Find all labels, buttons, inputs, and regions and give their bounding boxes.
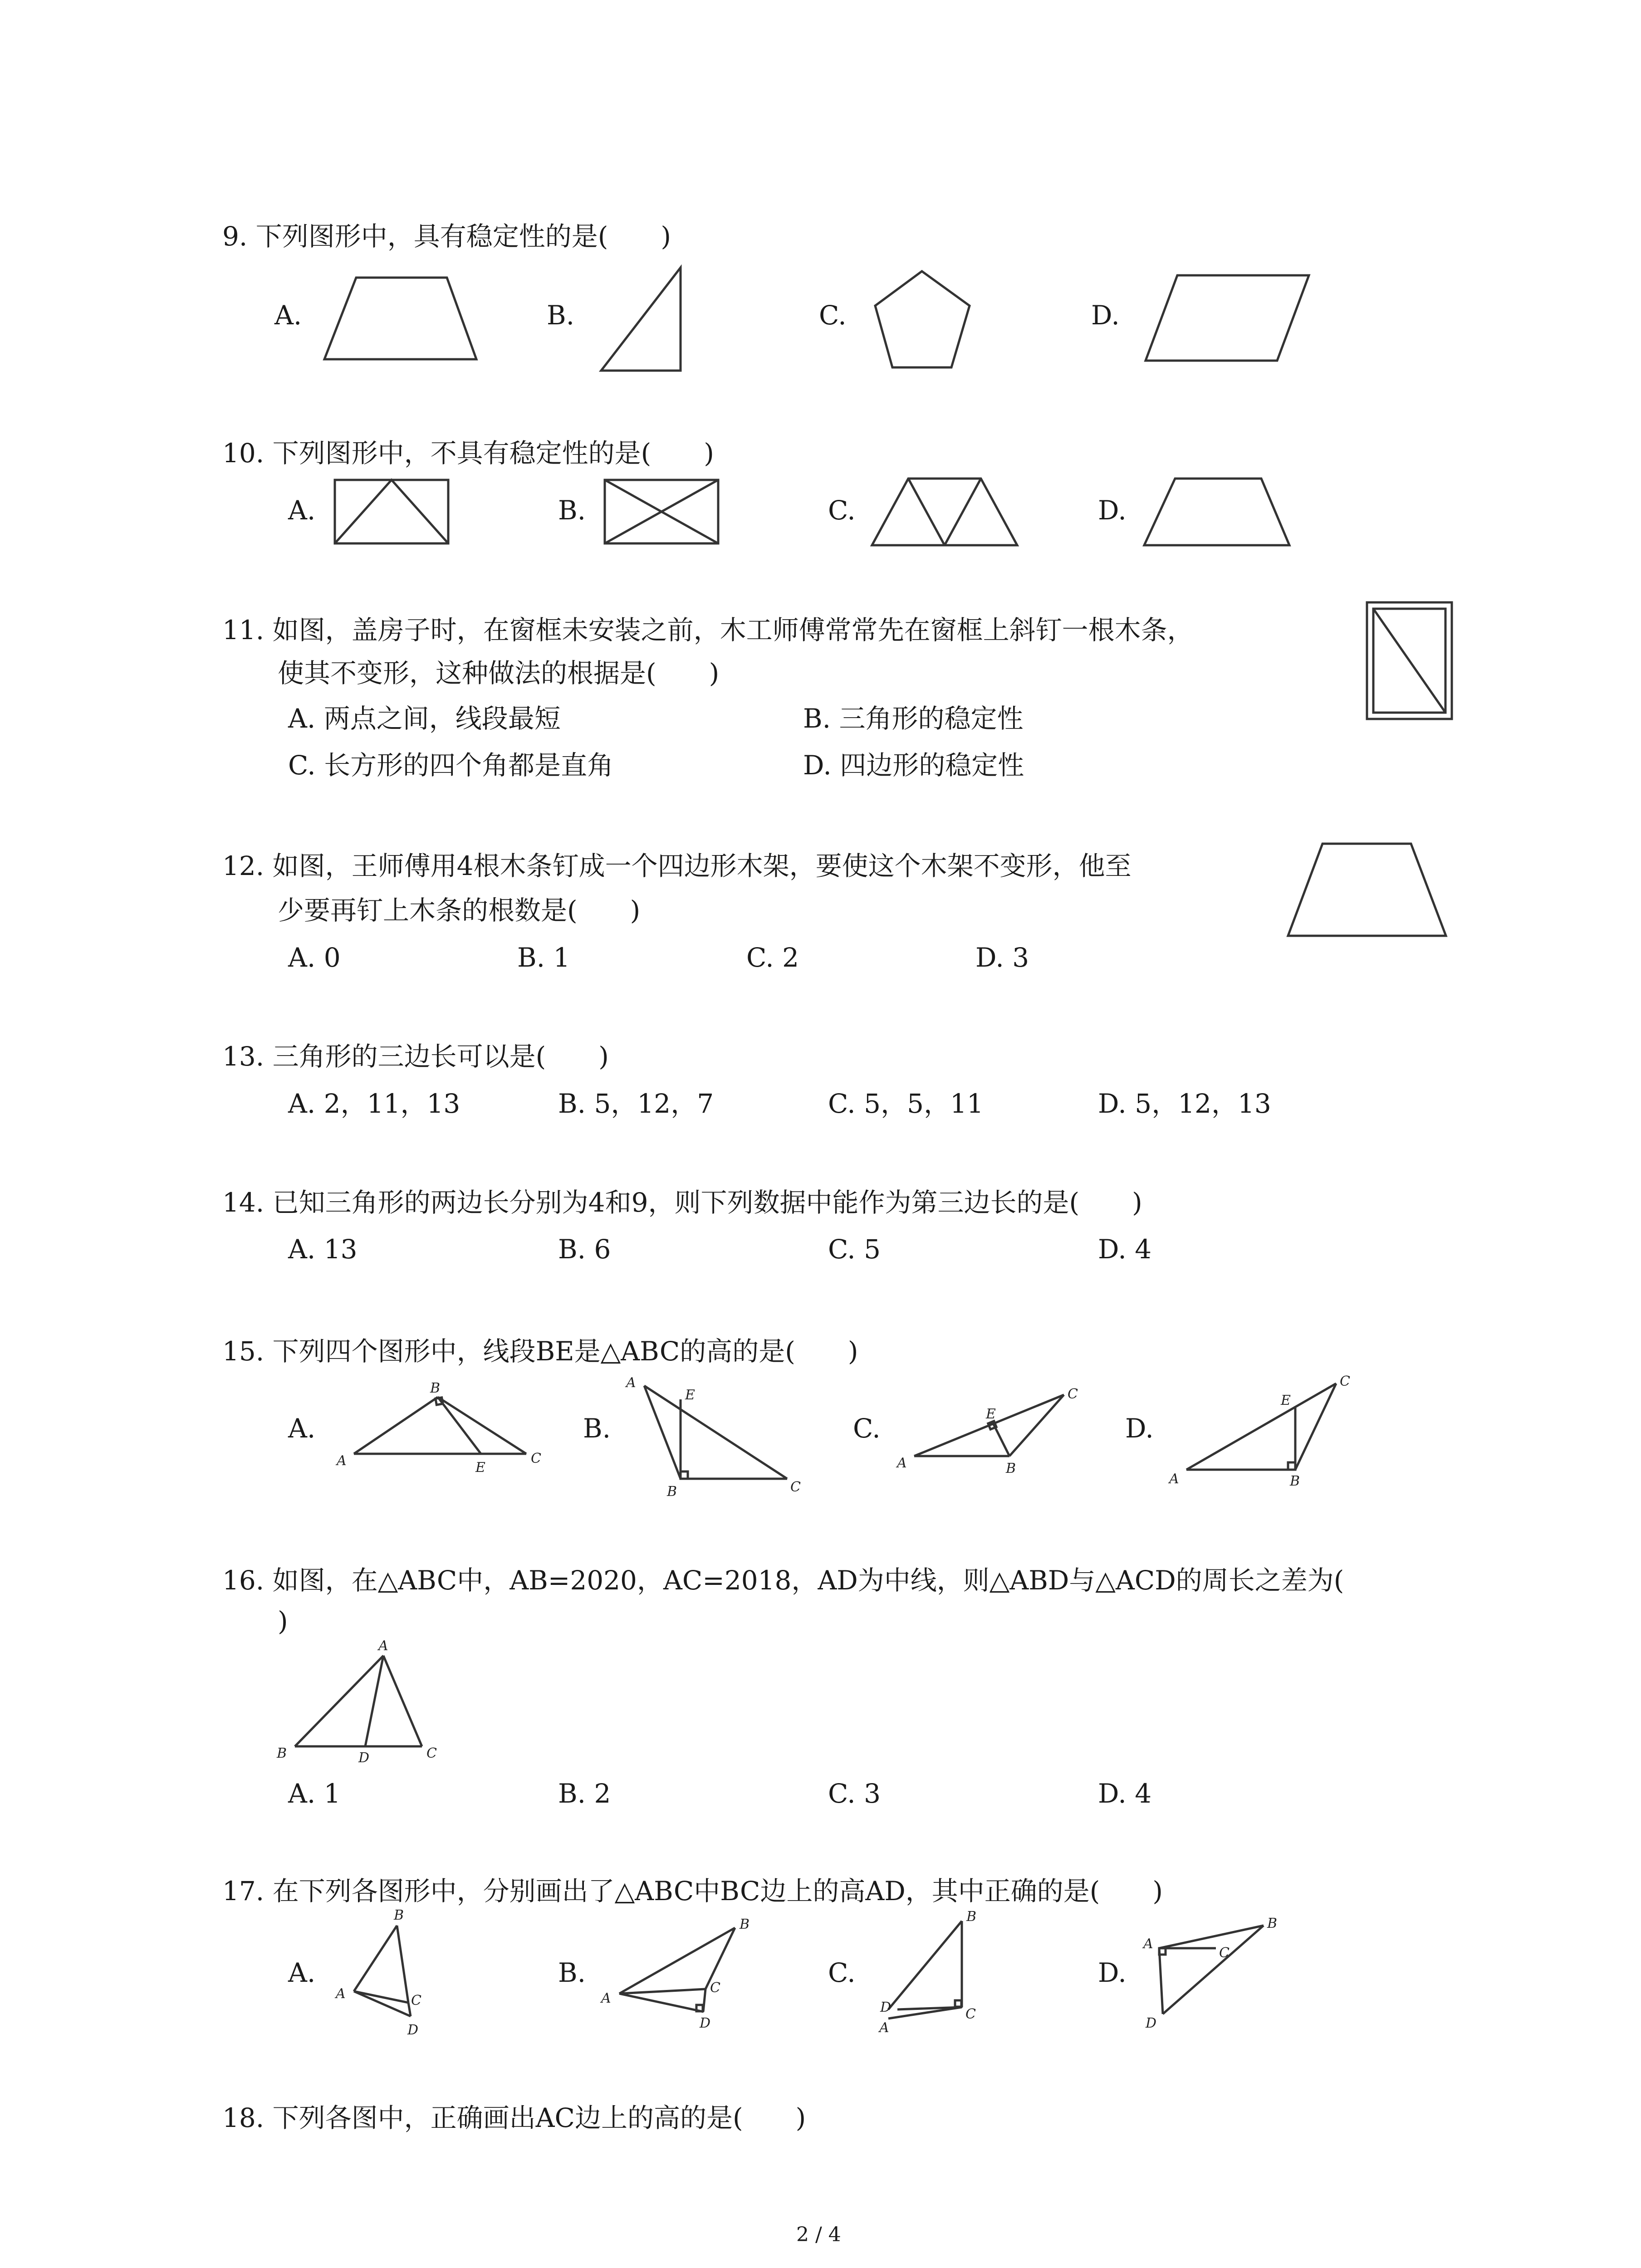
q10-trapezoid-figure	[1143, 476, 1293, 549]
q11-stem-line1: 11. 如图，盖房子时，在窗框未安装之前，木工师傅常常先在窗框上斜钉一根木条，	[222, 615, 1194, 645]
q17b-label-b: B	[740, 1916, 750, 1932]
q14-option-b: B. 6	[558, 1234, 611, 1265]
q17d-label-a: A	[1143, 1936, 1153, 1952]
q16-option-a: A. 1	[288, 1778, 341, 1809]
q17-figure-d	[1136, 1912, 1300, 2039]
q9-parallelogram-figure	[1146, 273, 1313, 364]
q12-option-c: C. 2	[746, 942, 799, 973]
q12-stem-line2: 少要再钉上木条的根数是( )	[278, 895, 641, 926]
q16-stem-line1: 16. 如图，在△ABC中，AB=2020，AC=2018，AD为中线，则△ABD与△ACD的周长之差为(	[222, 1565, 1344, 1596]
q17-option-b: B.	[558, 1957, 586, 1988]
q15c-label-c: C	[1068, 1386, 1078, 1402]
q15-option-d: D.	[1125, 1413, 1154, 1444]
q16-label-b: B	[277, 1745, 287, 1761]
q17-option-a: A.	[288, 1957, 316, 1988]
q16-stem-line2: )	[278, 1606, 288, 1637]
q10-option-d: D.	[1098, 495, 1127, 526]
q17c-label-b: B	[966, 1909, 977, 1925]
q17b-label-c: C	[710, 1980, 720, 1996]
q13-option-b: B. 5，12，7	[558, 1088, 714, 1119]
q15b-label-c: C	[790, 1479, 801, 1495]
q15-stem: 15. 下列四个图形中，线段BE是△ABC的高的是( )	[222, 1336, 858, 1367]
q15a-label-a: A	[337, 1453, 347, 1469]
q11-option-d: D. 四边形的稳定性	[803, 750, 1024, 781]
q11-option-a: A. 两点之间，线段最短	[288, 703, 561, 734]
q18-stem: 18. 下列各图中，正确画出AC边上的高的是( )	[222, 2102, 806, 2133]
q17a-label-b: B	[394, 1907, 404, 1923]
q9-option-b: B.	[547, 300, 575, 331]
q9-triangle-figure	[599, 265, 685, 374]
q9-option-d: D.	[1091, 300, 1120, 331]
q15b-label-a: A	[626, 1375, 636, 1391]
q16-median-triangle-figure	[272, 1633, 454, 1765]
q13-option-a: A. 2，11，13	[288, 1088, 460, 1119]
q12-option-b: B. 1	[517, 942, 570, 973]
q10-stem: 10. 下列图形中，不具有稳定性的是( )	[222, 438, 714, 469]
q14-option-a: A. 13	[288, 1234, 358, 1265]
q10-option-b: B.	[558, 495, 586, 526]
q17-figure-c	[871, 1907, 998, 2043]
q9-option-c: C.	[819, 300, 847, 331]
q9-option-a: A.	[274, 300, 302, 331]
q17d-label-d: D	[1146, 2015, 1157, 2031]
q15d-label-b: B	[1290, 1473, 1300, 1489]
q17d-label-c: C	[1219, 1945, 1230, 1961]
q12-stem-line1: 12. 如图，王师傅用4根木条钉成一个四边形木架，要使这个木架不变形，他至	[222, 850, 1132, 881]
q10-three-triangles-figure	[871, 476, 1021, 549]
q17d-label-b: B	[1267, 1916, 1278, 1931]
q17a-label-a: A	[336, 1986, 346, 2002]
q11-stem-line2: 使其不变形，这种做法的根据是( )	[278, 658, 720, 689]
page-number: 2 / 4	[796, 2223, 841, 2246]
q13-stem: 13. 三角形的三边长可以是( )	[222, 1041, 609, 1072]
q11-option-c: C. 长方形的四个角都是直角	[288, 750, 614, 781]
q15-option-c: C.	[853, 1413, 881, 1444]
q16-label-d: D	[358, 1750, 370, 1766]
q15c-label-e: E	[986, 1406, 996, 1422]
q17a-label-c: C	[411, 1993, 421, 2009]
q9-stem: 9. 下列图形中，具有稳定性的是( )	[222, 221, 671, 252]
q9-pentagon-figure	[873, 269, 973, 371]
q15c-label-a: A	[897, 1455, 907, 1471]
q15-option-b: B.	[583, 1413, 611, 1444]
q17b-label-a: A	[601, 1990, 611, 2006]
q16-option-c: C. 3	[828, 1778, 881, 1809]
q17-option-c: C.	[828, 1957, 856, 1988]
q15d-label-e: E	[1281, 1393, 1291, 1408]
q15b-label-e: E	[685, 1387, 695, 1403]
q17-option-d: D.	[1098, 1957, 1127, 1988]
q15a-label-e: E	[475, 1460, 485, 1476]
q15-figure-d	[1168, 1372, 1368, 1499]
q13-option-d: D. 5，12，13	[1098, 1088, 1271, 1119]
q17a-label-d: D	[407, 2022, 419, 2038]
q9-trapezoid-figure	[324, 272, 483, 363]
q14-option-c: C. 5	[828, 1234, 881, 1265]
q15d-label-a: A	[1169, 1471, 1179, 1487]
q10-option-a: A.	[288, 495, 316, 526]
q17-figure-a	[331, 1907, 436, 2046]
q17b-label-d: D	[700, 2015, 711, 2031]
q11-option-b: B. 三角形的稳定性	[803, 703, 1024, 734]
q17c-label-d: D	[880, 1999, 892, 2015]
q15-figure-b	[626, 1374, 817, 1501]
q15a-label-c: C	[531, 1451, 541, 1466]
q15c-label-b: B	[1006, 1461, 1016, 1476]
q13-option-c: C. 5，5，11	[828, 1088, 984, 1119]
q17-stem: 17. 在下列各图形中，分别画出了△ABC中BC边上的高AD，其中正确的是( )	[222, 1876, 1163, 1906]
q10-option-c: C.	[828, 495, 856, 526]
q15-option-a: A.	[288, 1413, 316, 1444]
q12-option-d: D. 3	[975, 942, 1029, 973]
q10-rectangle-triangle-figure	[333, 479, 451, 547]
q14-stem: 14. 已知三角形的两边长分别为4和9，则下列数据中能作为第三边长的是( )	[222, 1187, 1142, 1218]
q10-rectangle-diagonals-figure	[603, 479, 721, 547]
q16-label-a: A	[378, 1638, 388, 1654]
q12-option-a: A. 0	[288, 942, 341, 973]
q12-quadrilateral-frame-figure	[1286, 841, 1450, 939]
q14-option-d: D. 4	[1098, 1234, 1152, 1265]
q15b-label-b: B	[667, 1484, 677, 1500]
q11-window-frame-figure	[1366, 601, 1454, 721]
q15d-label-c: C	[1340, 1374, 1350, 1389]
q16-option-d: D. 4	[1098, 1778, 1152, 1809]
q15-figure-a	[331, 1379, 549, 1479]
q17c-label-c: C	[965, 2006, 976, 2022]
q17c-label-a: A	[879, 2020, 889, 2036]
q16-label-c: C	[426, 1745, 437, 1761]
q17-figure-b	[599, 1914, 762, 2037]
q15-figure-c	[896, 1377, 1096, 1481]
q16-option-b: B. 2	[558, 1778, 611, 1809]
q15a-label-b: B	[430, 1380, 441, 1396]
